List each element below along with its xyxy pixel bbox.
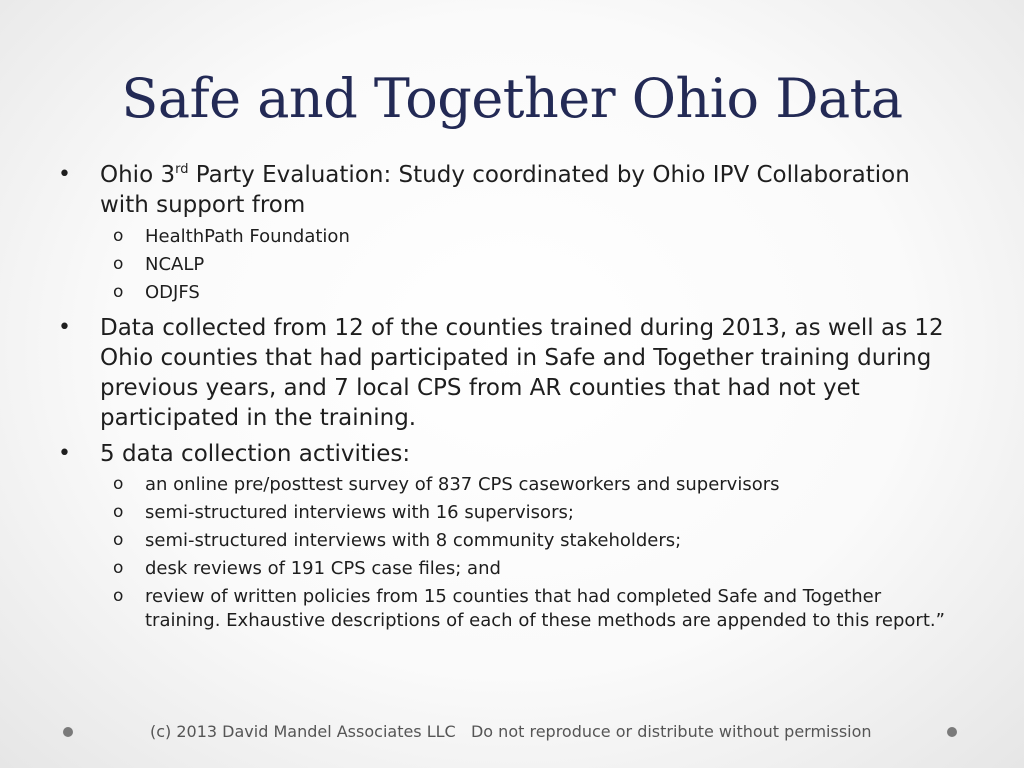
- sub-bullet-marker: o: [113, 254, 124, 274]
- sub-bullet-item: [56, 557, 956, 581]
- sub-bullet-text: semi-structured interviews with 8 community stakeholders;: [145, 530, 682, 551]
- sub-bullet-item: [56, 585, 956, 633]
- bullet-text-start: Ohio 3: [100, 162, 176, 188]
- sub-bullet-item: [56, 281, 956, 305]
- bullet-text: 5 data collection activities:: [100, 441, 411, 467]
- footer-left-dot: [63, 727, 73, 737]
- sub-bullet-item: [56, 529, 956, 553]
- bullet-item: [56, 160, 956, 220]
- bullet-text-end: Party Evaluation: Study coordinated by Ohio IPV Collaboration with support from: [100, 162, 910, 218]
- sub-bullet-marker: o: [113, 282, 124, 302]
- sub-bullet-marker: o: [113, 530, 124, 550]
- bullet-dot: •: [58, 162, 71, 187]
- sub-bullet-marker: o: [113, 226, 124, 246]
- sub-bullet-text: HealthPath Foundation: [145, 226, 350, 247]
- sub-bullet-item: [56, 225, 956, 249]
- slide-content: [56, 160, 956, 633]
- sub-bullet-text: desk reviews of 191 CPS case files; and: [145, 558, 501, 579]
- sub-bullet-marker: o: [113, 586, 124, 606]
- sub-bullet-item: [56, 501, 956, 525]
- sub-bullet-text: ODJFS: [145, 282, 200, 303]
- bullet-dot: •: [58, 441, 71, 466]
- bullet-item: [56, 313, 956, 433]
- sub-bullet-item: [56, 473, 956, 497]
- bullet-dot: •: [58, 315, 71, 340]
- sub-bullet-text: NCALP: [145, 254, 205, 275]
- sub-bullet-marker: o: [113, 474, 124, 494]
- sub-bullet-marker: o: [113, 558, 124, 578]
- bullet-text: Data collected from 12 of the counties trained during 2013, as well as 12 Ohio counties that had participated in Safe and Together training during previous years, and 7 local CPS from AR counties that had not yet participated in the training.: [100, 315, 944, 431]
- bullet-item: [56, 439, 956, 469]
- superscript: rd: [175, 162, 189, 177]
- footer-right-dot: [947, 727, 957, 737]
- sub-bullet-marker: o: [113, 502, 124, 522]
- slide-footer: (c) 2013 David Mandel Associates LLC Do not reproduce or distribute without permission: [150, 722, 872, 741]
- sub-bullet-item: [56, 253, 956, 277]
- sub-bullet-text: review of written policies from 15 counties that had completed Safe and Together training. Exhaustive descriptions of each of these methods are appended to this report.”: [145, 586, 945, 631]
- sub-bullet-text: an online pre/posttest survey of 837 CPS caseworkers and supervisors: [145, 474, 780, 495]
- slide-title: Safe and Together Ohio Data: [121, 67, 903, 130]
- sub-bullet-text: semi-structured interviews with 16 supervisors;: [145, 502, 574, 523]
